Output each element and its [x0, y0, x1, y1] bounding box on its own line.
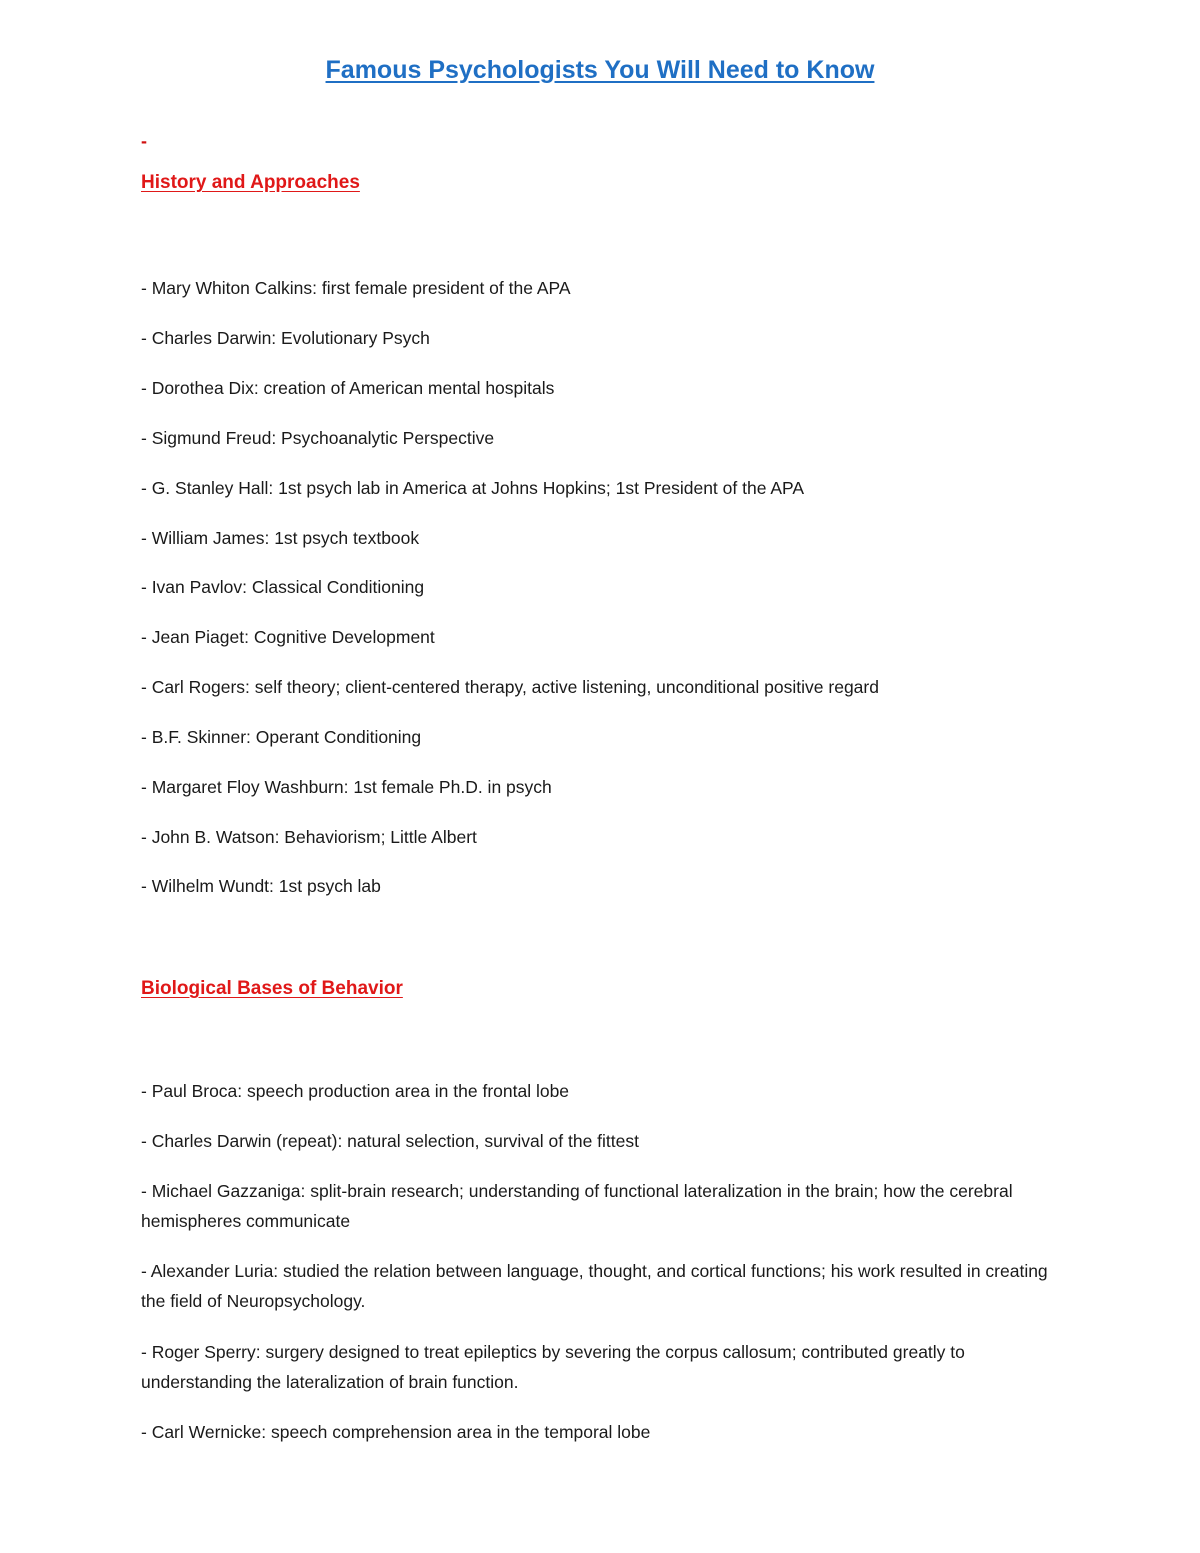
list-item: - Michael Gazzaniga: split-brain research; understanding of functional lateralization in the brain; how the cerebral hemispheres communicate [141, 1181, 1013, 1231]
list-item: - Mary Whiton Calkins: first female president of the APA [141, 278, 571, 298]
list-item: - Carl Wernicke: speech comprehension area in the temporal lobe [141, 1422, 651, 1442]
section-heading-biological: Biological Bases of Behavior [141, 978, 403, 999]
list-item: - Alexander Luria: studied the relation between language, thought, and cortical functions; his work resulted in creating the field of Neuropsychology. [141, 1261, 1048, 1311]
list-item: - Wilhelm Wundt: 1st psych lab [141, 876, 381, 896]
list-item: - Charles Darwin (repeat): natural selection, survival of the fittest [141, 1131, 639, 1151]
list-item: - William James: 1st psych textbook [141, 528, 420, 548]
section-heading-history: History and Approaches [141, 172, 360, 193]
list-item: - John B. Watson: Behaviorism; Little Albert [141, 827, 477, 847]
list-item: - Roger Sperry: surgery designed to treat epileptics by severing the corpus callosum; contributed greatly to understanding the lateralization of brain function. [141, 1342, 965, 1392]
list-item: - Sigmund Freud: Psychoanalytic Perspective [141, 428, 495, 448]
list-item: - G. Stanley Hall: 1st psych lab in America at Johns Hopkins; 1st President of the APA [141, 478, 805, 498]
dash-marker: - [141, 131, 147, 151]
document-title: Famous Psychologists You Will Need to Know [325, 56, 875, 84]
list-item: - Jean Piaget: Cognitive Development [141, 627, 435, 647]
list-item: - Charles Darwin: Evolutionary Psych [141, 328, 430, 348]
list-item: - Margaret Floy Washburn: 1st female Ph.D. in psych [141, 777, 552, 797]
list-item: - Dorothea Dix: creation of American mental hospitals [141, 378, 555, 398]
list-item: - B.F. Skinner: Operant Conditioning [141, 727, 422, 747]
list-item: - Paul Broca: speech production area in the frontal lobe [141, 1081, 570, 1101]
list-item: - Carl Rogers: self theory; client-centered therapy, active listening, unconditional positive regard [141, 677, 879, 697]
list-item: - Ivan Pavlov: Classical Conditioning [141, 577, 425, 597]
